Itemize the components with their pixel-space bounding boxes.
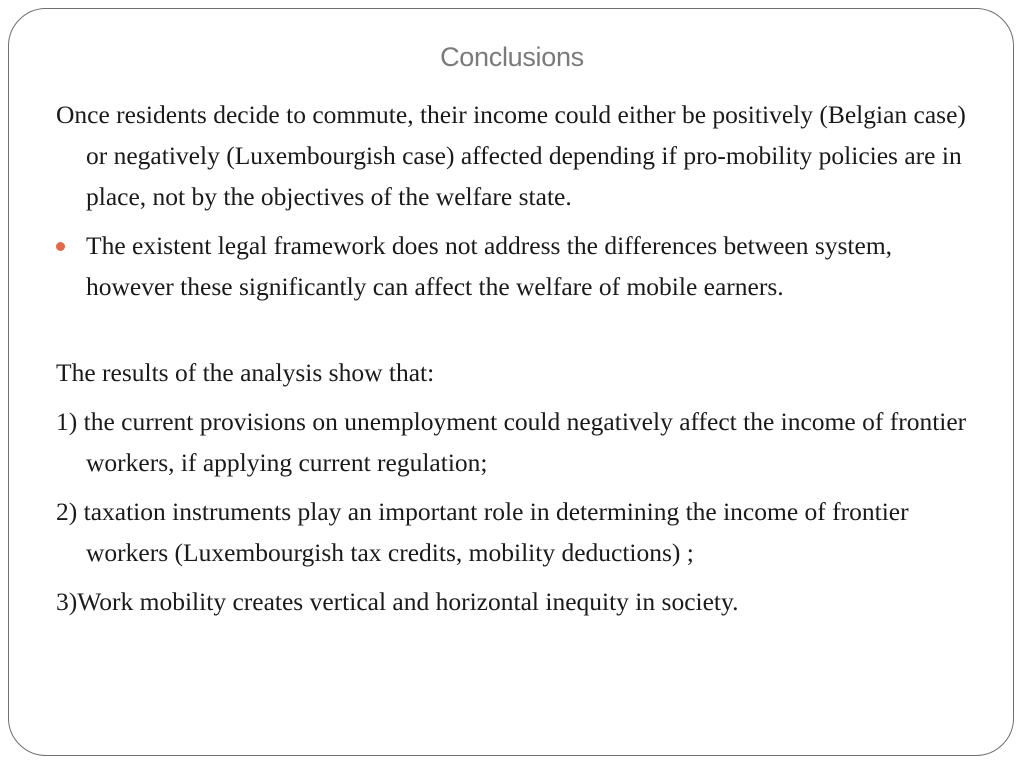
result-item-2: 2) taxation instruments play an important role in determining the income of frontier workers (Luxembourgish tax credits, mobility deductions) ;: [56, 497, 909, 567]
result-item-1: 1) the current provisions on unemployment could negatively affect the income of frontier workers, if applying current regulation;: [56, 407, 967, 477]
paragraph-results-intro: The results of the analysis show that:: [56, 358, 435, 387]
paragraph-commute-income: Once residents decide to commute, their income could either be positively (Belgian case) or negatively (Luxembourgish case) affected depending if pro-mobility policies are in place, not by the objectives of the welfare state.: [56, 100, 966, 211]
bullet-legal-framework-text: The existent legal framework does not address the differences between system, however these significantly can affect the welfare of mobile earners.: [86, 231, 893, 301]
bullet-dot-icon: [56, 242, 65, 251]
result-item-3-number: 3): [56, 587, 78, 616]
slide-body: [56, 94, 986, 630]
bullet-legal-framework: [56, 225, 986, 307]
slide-title: Conclusions: [440, 42, 584, 72]
result-item-3: [56, 581, 986, 622]
result-item-3-text: Work mobility creates vertical and horizontal inequity in society.: [77, 587, 739, 616]
spacer: [56, 315, 986, 352]
